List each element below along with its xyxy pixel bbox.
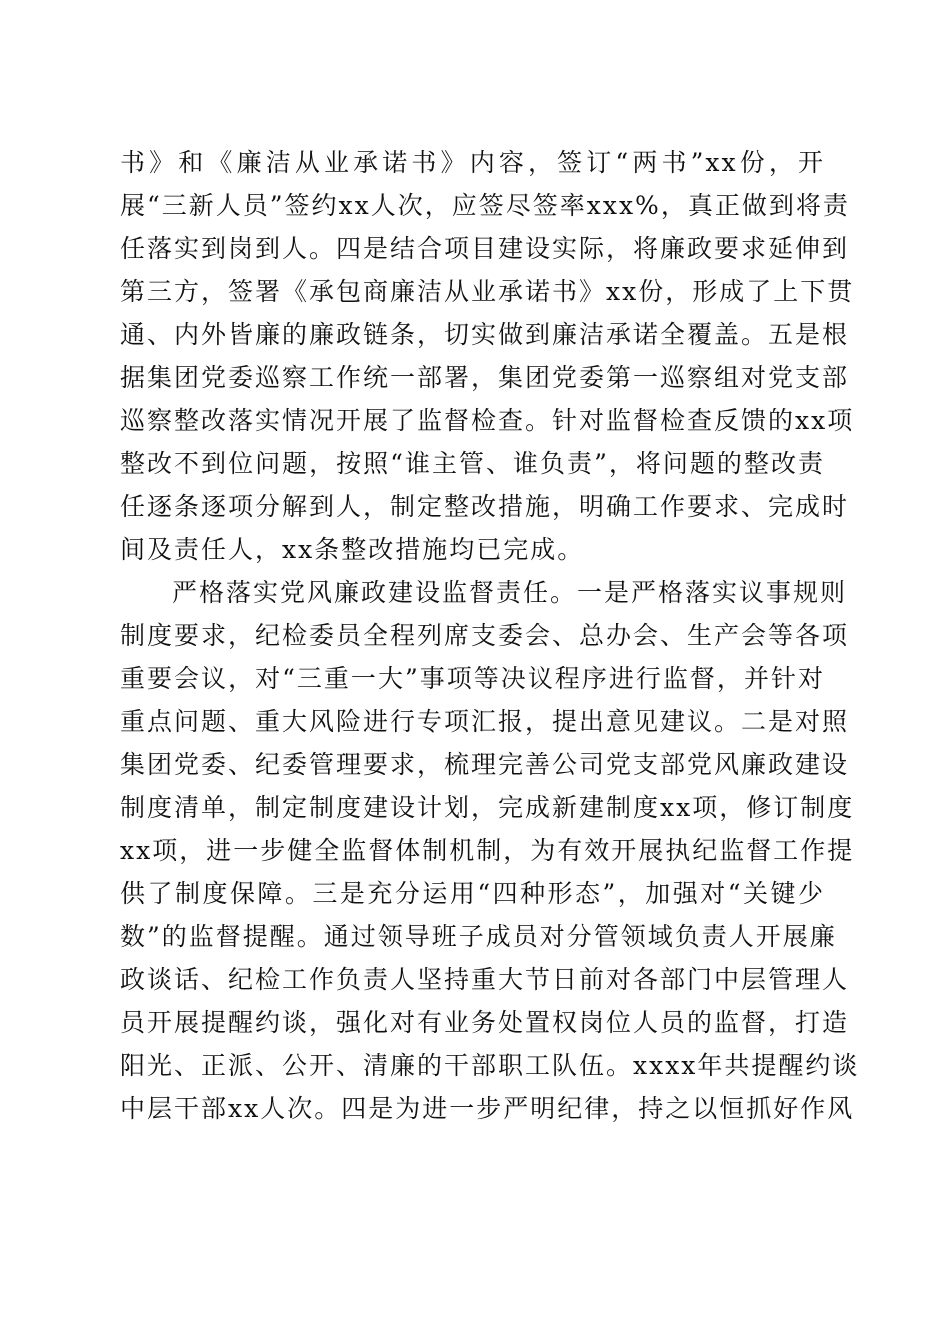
text-line: 书》和《廉洁从业承诺书》内容，签订“两书”xx份，开 [120,148,825,177]
text-line: 通、内外皆廉的廉政链条，切实做到廉洁承诺全覆盖。五是根 [120,320,850,349]
text-line: 展“三新人员”签约xx人次，应签尽签率xxx%，真正做到将责 [120,191,850,220]
text-line: 第三方，签署《承包商廉洁从业承诺书》xx份，形成了上下贯 [120,277,855,306]
text-line: xx项，进一步健全监督体制机制，为有效开展执纪监督工作提 [120,836,855,865]
text-line: 整改不到位问题，按照“谁主管、谁负责”，将问题的整改责 [120,449,825,478]
text-line: 制度清单，制定制度建设计划，完成新建制度xx项，修订制度 [120,793,855,822]
text-line: 阳光、正派、公开、清廉的干部职工队伍。xxxx年共提醒约谈 [120,1051,860,1080]
text-line: 任逐条逐项分解到人，制定整改措施，明确工作要求、完成时 [120,492,850,521]
text-line: 巡察整改落实情况开展了监督检查。针对监督检查反馈的xx项 [120,406,855,435]
text-line: 据集团党委巡察工作统一部署，集团党委第一巡察组对党支部 [120,363,850,392]
text-line: 供了制度保障。三是充分运用“四种形态”，加强对“关键少 [120,879,825,908]
text-line: 数”的监督提醒。通过领导班子成员对分管领域负责人开展廉 [120,922,837,951]
text-line: 中层干部xx人次。四是为进一步严明纪律，持之以恒抓好作风 [120,1094,855,1123]
text-line: 重点问题、重大风险进行专项汇报，提出意见建议。二是对照 [120,707,850,736]
text-line: 政谈话、纪检工作负责人坚持重大节日前对各部门中层管理人 [120,965,850,994]
paragraph-first-line: 严格落实党风廉政建设监督责任。一是严格落实议事规则 [172,578,848,607]
text-line: 员开展提醒约谈，强化对有业务处置权岗位人员的监督，打造 [120,1008,850,1037]
text-line: 制度要求，纪检委员全程列席支委会、总办会、生产会等各项 [120,621,850,650]
text-line: 间及责任人，xx条整改措施均已完成。 [120,535,585,564]
text-line: 重要会议，对“三重一大”事项等决议程序进行监督，并针对 [120,664,825,693]
text-line: 集团党委、纪委管理要求，梳理完善公司党支部党风廉政建设 [120,750,850,779]
text-line: 任落实到岗到人。四是结合项目建设实际，将廉政要求延伸到 [120,234,850,263]
